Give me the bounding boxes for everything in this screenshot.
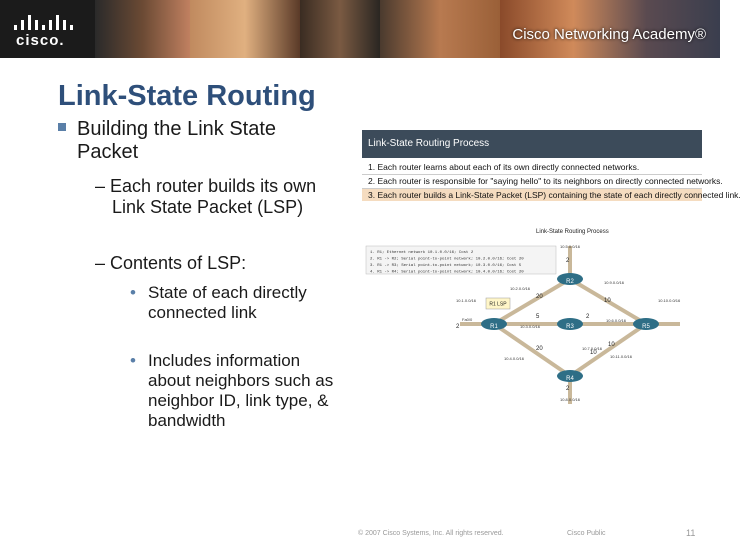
router-label: R3 [566, 324, 574, 330]
bullet-building-lsp [58, 118, 338, 164]
interface-label: Fa0/0 [462, 317, 473, 322]
diagram-title: Link-State Routing Process [536, 229, 609, 235]
sub-bullet-builds-lsp [95, 176, 340, 218]
cost-label: 2 [456, 324, 460, 330]
process-table-heading: Link-State Routing Process [362, 130, 702, 158]
detail-bullet-text: Includes information about neighbors such as neighbor ID, link type, & bandwidth [148, 351, 334, 430]
slide-title: Link-State Routing [58, 80, 316, 112]
detail-bullet-text: State of each directly connected link [148, 283, 307, 322]
router-r5 [633, 318, 659, 330]
academy-title: Cisco Networking Academy® [512, 26, 706, 43]
dot-bullet-icon: • [130, 283, 136, 302]
lsp-line: 2. R1 -> R2; Serial point-to-point network; 10.2.0.0/16; Cost 20 [370, 257, 524, 262]
cost-label: 10 [590, 350, 597, 356]
router-label: R5 [642, 324, 650, 330]
link-state-diagram [360, 222, 700, 412]
sub-bullet-contents [95, 253, 340, 274]
network-label: 10.11.0.0/16 [610, 354, 632, 359]
cisco-bars-icon [14, 10, 74, 30]
lsp-line: 1. R1; Ethernet network 10.1.0.0/16; Cost 2 [370, 251, 474, 255]
lsp-tag-label: R1 LSP [489, 301, 507, 308]
cost-label: 10 [608, 342, 615, 348]
footer-classification: Cisco Public [567, 530, 606, 537]
bullet-text: Building the Link State Packet [77, 118, 277, 163]
process-step-highlighted: 3. Each router builds a Link-State Packet (LSP) containing the state of each directly connected link. [362, 188, 702, 201]
cost-label: 10 [604, 298, 611, 304]
process-step: 2. Each router is responsible for "saying hello" to its neighbors on directly connected networks. [362, 174, 702, 187]
lsp-line: 4. R1 -> R4; Serial point-to-point network; 10.4.0.0/16; Cost 20 [370, 270, 524, 275]
network-label: 10.4.0.0/16 [504, 356, 525, 361]
network-label: 10.1.0.0/16 [456, 298, 477, 303]
footer-copyright: © 2007 Cisco Systems, Inc. All rights reserved. [358, 530, 504, 537]
sub-bullet-text: – Each router builds its own Link State Packet (LSP) [95, 176, 317, 217]
router-label: R4 [566, 376, 574, 382]
router-label: R1 [490, 324, 498, 330]
cost-label: 20 [536, 294, 543, 300]
network-label: 10.5.0.0/16 [560, 244, 581, 249]
router-r3 [557, 318, 583, 330]
router-label: R2 [566, 279, 574, 285]
logo-text: cisco. [16, 32, 65, 49]
cisco-logo [14, 10, 84, 50]
network-label: 10.10.0.0/16 [658, 298, 681, 303]
cost-label: 2 [566, 386, 570, 392]
network-label: 10.2.0.0/16 [510, 286, 531, 291]
link-r1-r4 [494, 324, 570, 376]
network-label: 10.7.0.0/16 [582, 346, 603, 351]
process-table [362, 130, 741, 202]
router-r2 [557, 273, 583, 285]
page-number: 11 [686, 528, 696, 538]
dot-bullet-icon: • [130, 351, 136, 370]
process-step: 1. Each router learns about each of its own directly connected networks. [368, 162, 640, 172]
router-r1 [481, 318, 507, 330]
header-banner [0, 0, 720, 58]
cost-label: 2 [586, 314, 590, 320]
square-bullet-icon [58, 123, 66, 131]
cost-label: 20 [536, 346, 543, 352]
detail-bullet-state [130, 283, 335, 323]
network-label: 10.9.0.0/16 [604, 280, 625, 285]
network-label: 10.6.0.0/16 [606, 318, 627, 323]
detail-bullet-neighbors [130, 351, 335, 431]
network-label: 10.8.0.0/16 [560, 397, 581, 402]
router-r4 [557, 370, 583, 382]
lsp-line: 3. R1 -> R3; Serial point-to-point network; 10.3.0.0/16; Cost 5 [370, 264, 522, 268]
network-label: 10.3.0.0/16 [520, 324, 541, 329]
cost-label: 2 [566, 258, 570, 264]
sub-bullet-text: – Contents of LSP: [95, 253, 247, 273]
cost-label: 5 [536, 314, 540, 320]
